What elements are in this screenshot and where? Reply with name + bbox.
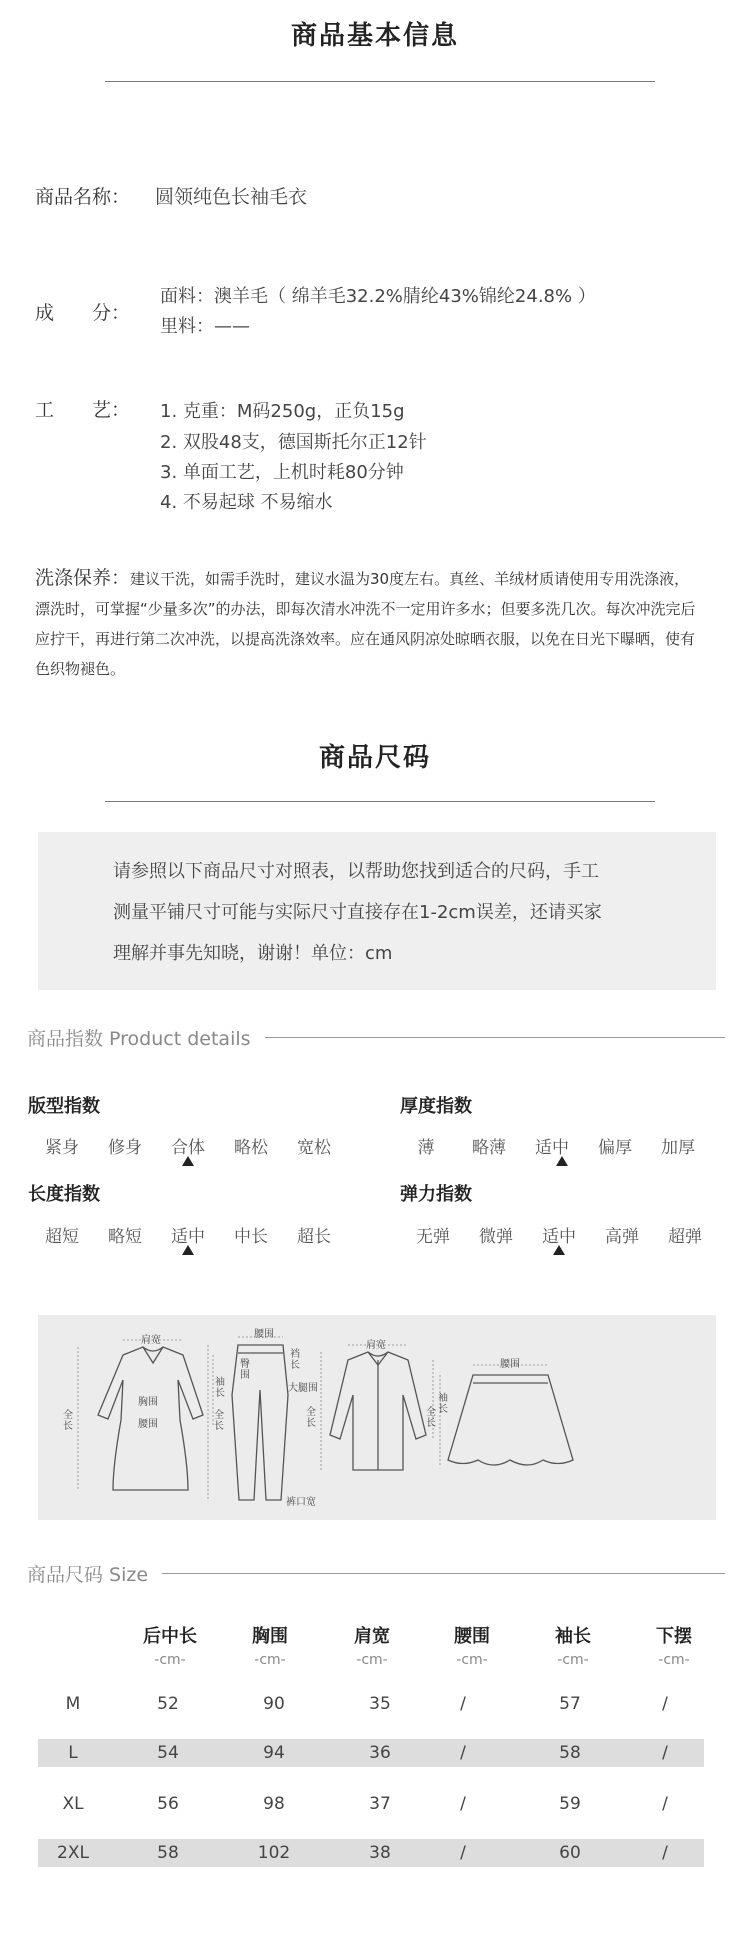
col-header: 后中长 bbox=[143, 1626, 197, 1647]
col-unit: -cm- bbox=[456, 1652, 488, 1668]
care-instructions bbox=[35, 563, 700, 684]
thickness-option-selected: 适中 bbox=[535, 1138, 569, 1158]
table-cell: 58 bbox=[157, 1843, 179, 1863]
label-bust: 胸围 bbox=[138, 1397, 158, 1408]
size-label: XL bbox=[62, 1794, 84, 1814]
length-option: 超短 bbox=[45, 1227, 79, 1247]
label-shirt-sleeve: 袖长 bbox=[438, 1393, 448, 1415]
table-cell: 56 bbox=[157, 1794, 179, 1814]
title-divider bbox=[105, 81, 655, 82]
elasticity-index-title: 弹力指数 bbox=[400, 1184, 472, 1205]
table-cell: 35 bbox=[369, 1694, 391, 1714]
col-unit: -cm- bbox=[658, 1652, 690, 1668]
label-pants-waist: 腰围 bbox=[254, 1329, 274, 1340]
length-option: 中长 bbox=[234, 1227, 268, 1247]
length-index-title: 长度指数 bbox=[28, 1184, 100, 1205]
table-cell: 60 bbox=[559, 1843, 581, 1863]
basic-info-title: 商品基本信息 bbox=[290, 21, 459, 51]
col-unit: -cm- bbox=[154, 1652, 186, 1668]
measurement-diagram bbox=[38, 1315, 716, 1520]
size-label: M bbox=[65, 1694, 81, 1714]
table-cell: 98 bbox=[263, 1794, 285, 1814]
notice-line: 测量平铺尺寸可能与实际尺寸直接存在1-2cm误差，还请买家 bbox=[113, 902, 602, 923]
thickness-option: 加厚 bbox=[661, 1138, 695, 1158]
craft-item: 2. 双股48支，德国斯托尔正12针 bbox=[160, 432, 427, 453]
composition-lining: 里料：—— bbox=[160, 316, 250, 337]
fit-option: 宽松 bbox=[297, 1138, 331, 1158]
col-unit: -cm- bbox=[356, 1652, 388, 1668]
care-text: 建议干洗，如需手洗时，建议水温为30度左右。真丝、羊绒材质请使用专用洗涤液，漂洗时，可掌握“少量多次”的办法，即每次清水冲洗不一定用许多水；但要多洗几次。每次冲洗完后应拧干，再进行第二次冲洗，以提高洗涤效率。应在通风阴凉处晾晒衣服，以免在日光下曝晒，使有色织物褪色。 bbox=[35, 570, 696, 678]
elasticity-selected-marker bbox=[553, 1245, 565, 1255]
craft-item: 1. 克重：M码250g，正负15g bbox=[160, 401, 405, 422]
fit-option-selected: 合体 bbox=[171, 1138, 205, 1158]
label-hem: 裤口宽 bbox=[286, 1497, 316, 1508]
craft-item: 4. 不易起球 不易缩水 bbox=[160, 492, 333, 513]
thickness-selected-marker bbox=[556, 1156, 568, 1166]
label-rise: 裆长 bbox=[290, 1349, 300, 1371]
notice-line: 理解并事先知晓，谢谢！单位：cm bbox=[113, 943, 393, 964]
craft-label: 工 艺： bbox=[35, 399, 131, 421]
label-shirt-shoulder: 肩宽 bbox=[366, 1340, 386, 1351]
label-skirt-length: 全长 bbox=[426, 1407, 436, 1429]
size-title-divider bbox=[105, 801, 655, 802]
product-name-label: 商品名称： bbox=[35, 186, 131, 208]
elasticity-option: 高弹 bbox=[605, 1227, 639, 1247]
col-header: 胸围 bbox=[252, 1626, 288, 1647]
length-option: 超长 bbox=[297, 1227, 331, 1247]
table-cell: 54 bbox=[157, 1743, 179, 1763]
elasticity-option: 超弹 bbox=[668, 1227, 702, 1247]
skirt-icon bbox=[448, 1375, 573, 1465]
label-waist: 腰围 bbox=[138, 1419, 158, 1430]
table-cell: / bbox=[662, 1743, 668, 1763]
table-cell: 36 bbox=[369, 1743, 391, 1763]
fit-option: 修身 bbox=[108, 1138, 142, 1158]
col-header: 肩宽 bbox=[354, 1626, 390, 1647]
thickness-option: 薄 bbox=[417, 1138, 435, 1158]
thickness-option: 略薄 bbox=[472, 1138, 506, 1158]
table-cell: 102 bbox=[257, 1843, 291, 1863]
care-label: 洗涤保养： bbox=[35, 567, 131, 589]
size-notice-box bbox=[38, 832, 716, 990]
elasticity-option: 无弹 bbox=[416, 1227, 450, 1247]
details-heading: 商品指数 Product details bbox=[27, 1024, 265, 1051]
col-unit: -cm- bbox=[557, 1652, 589, 1668]
label-sleeve: 袖长 bbox=[215, 1377, 225, 1399]
elasticity-option-selected: 适中 bbox=[542, 1227, 576, 1247]
table-cell: 57 bbox=[559, 1694, 581, 1714]
table-cell: / bbox=[460, 1794, 466, 1814]
size-section-title: 商品尺码 bbox=[318, 743, 431, 773]
length-selected-marker bbox=[182, 1245, 194, 1255]
notice-line: 请参照以下商品尺寸对照表，以帮助您找到适合的尺码，手工 bbox=[113, 861, 599, 882]
composition-label: 成 分： bbox=[35, 302, 131, 324]
table-cell: 38 bbox=[369, 1843, 391, 1863]
label-shirt-length: 全长 bbox=[306, 1407, 316, 1429]
table-cell: 58 bbox=[559, 1743, 581, 1763]
col-header: 袖长 bbox=[555, 1626, 591, 1647]
length-option: 略短 bbox=[108, 1227, 142, 1247]
label-length: 全长 bbox=[63, 1410, 73, 1432]
label-hip: 臀围 bbox=[240, 1359, 250, 1381]
thickness-index-title: 厚度指数 bbox=[400, 1096, 472, 1117]
label-pants-length: 全长 bbox=[214, 1410, 224, 1432]
col-unit: -cm- bbox=[254, 1652, 286, 1668]
table-cell: / bbox=[662, 1794, 668, 1814]
length-option-selected: 适中 bbox=[171, 1227, 205, 1247]
table-cell: 90 bbox=[263, 1694, 285, 1714]
col-header: 下摆 bbox=[656, 1626, 692, 1647]
size-label: 2XL bbox=[57, 1843, 89, 1863]
table-cell: / bbox=[460, 1694, 466, 1714]
label-skirt-waist: 腰围 bbox=[500, 1359, 520, 1370]
fit-selected-marker bbox=[182, 1156, 194, 1166]
size-table-heading: 商品尺码 Size bbox=[27, 1560, 162, 1587]
table-cell: / bbox=[460, 1843, 466, 1863]
table-cell: / bbox=[662, 1843, 668, 1863]
table-cell: 52 bbox=[157, 1694, 179, 1714]
composition-fabric: 面料：澳羊毛（ 绵羊毛32.2%腈纶43%锦纶24.8% ） bbox=[160, 286, 596, 307]
product-name-value: 圆领纯色长袖毛衣 bbox=[155, 186, 308, 208]
label-shoulder: 肩宽 bbox=[141, 1335, 161, 1346]
fit-option: 紧身 bbox=[45, 1138, 79, 1158]
table-cell: 59 bbox=[559, 1794, 581, 1814]
table-cell: 94 bbox=[263, 1743, 285, 1763]
table-cell: / bbox=[460, 1743, 466, 1763]
label-thigh: 大腿围 bbox=[288, 1383, 318, 1394]
col-header: 腰围 bbox=[454, 1626, 490, 1647]
fit-index-title: 版型指数 bbox=[28, 1096, 100, 1117]
table-cell: 37 bbox=[369, 1794, 391, 1814]
fit-option: 略松 bbox=[234, 1138, 268, 1158]
table-cell: / bbox=[662, 1694, 668, 1714]
elasticity-option: 微弹 bbox=[479, 1227, 513, 1247]
thickness-option: 偏厚 bbox=[598, 1138, 632, 1158]
craft-item: 3. 单面工艺，上机时耗80分钟 bbox=[160, 462, 404, 483]
size-label: L bbox=[68, 1743, 78, 1763]
